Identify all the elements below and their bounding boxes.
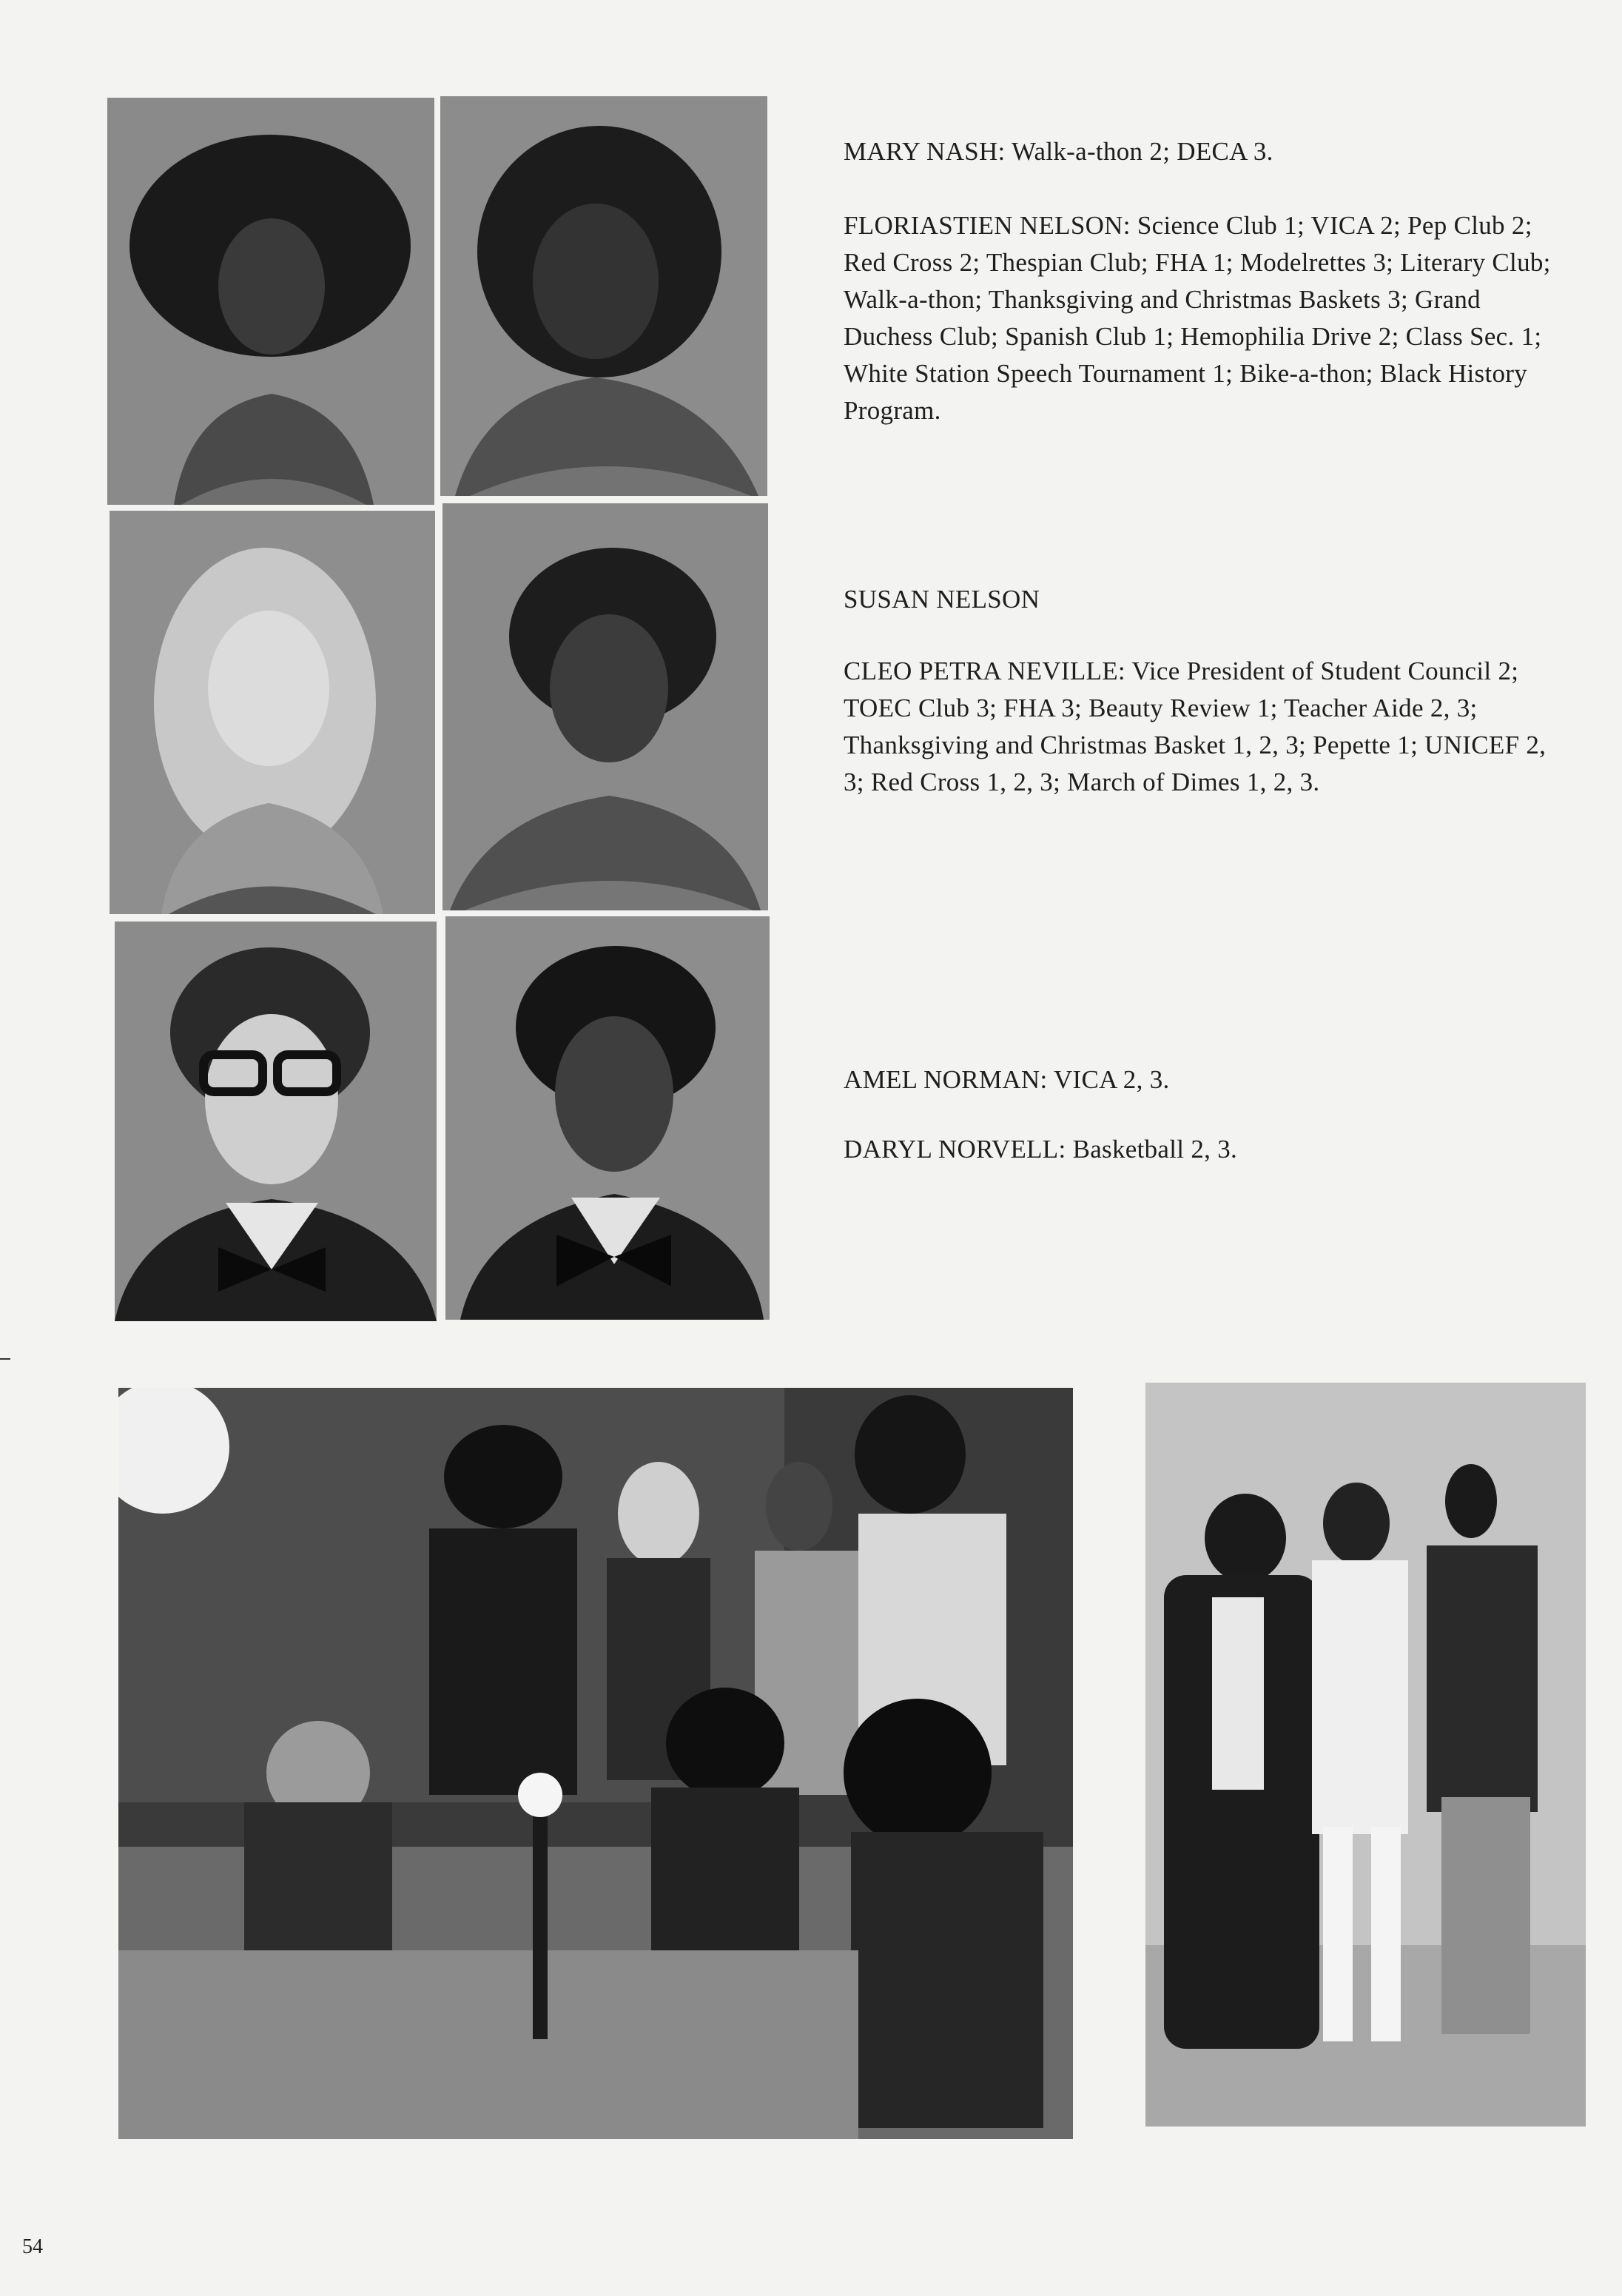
portrait-floriastien-nelson bbox=[440, 96, 767, 496]
bio-activities: Basketball 2, 3. bbox=[1072, 1135, 1238, 1164]
portrait-mary-nash bbox=[107, 98, 434, 505]
bio-mary-nash: MARY NASH: Walk-a-thon 2; DECA 3. bbox=[844, 137, 1273, 166]
bio-name: MARY NASH bbox=[844, 137, 998, 166]
portrait-daryl-norvell bbox=[445, 916, 770, 1320]
bio-name: DARYL NORVELL bbox=[844, 1135, 1059, 1164]
bio-activities: Vice President of Student Council 2; TOEC Club 3; FHA 3; Beauty Review 1; Teacher Aide 2, 3; Thanksgiving and Christmas Basket 1, 2, 3; Pepette 1; UNICEF 2, 3; Red Cross 1, 2, 3; March of Dimes 1, 2, 3. bbox=[844, 657, 1547, 796]
bio-susan-nelson bbox=[844, 581, 1569, 618]
bio-activities: Walk-a-thon 2; DECA 3. bbox=[1011, 137, 1273, 166]
bio-amel-norman: AMEL NORMAN: VICA 2, 3. bbox=[844, 1065, 1170, 1094]
edge-mark bbox=[0, 1358, 10, 1360]
group-photo-classroom bbox=[118, 1388, 1073, 2139]
bio-name: AMEL NORMAN bbox=[844, 1065, 1040, 1094]
portrait-susan-nelson bbox=[110, 511, 435, 914]
bio-cleo-petra-neville: CLEO PETRA NEVILLE: Vice President of Student Council 2; TOEC Club 3; FHA 3; Beauty Review 1; Teacher Aide 2, 3; Thanksgiving and Christmas Basket 1, 2, 3; Pepette 1; UNICEF 2, 3; Red Cross 1, 2, 3; March of Dimes 1, 2, 3. bbox=[844, 657, 1547, 796]
trio-photo-gym bbox=[1145, 1383, 1586, 2127]
portrait-cleo-petra-neville bbox=[442, 503, 768, 910]
bio-activities: Science Club 1; VICA 2; Pep Club 2; Red Cross 2; Thespian Club; FHA 1; Modelrettes 3; Literary Club; Walk-a-thon; Thanksgiving and Christmas Baskets 3; Grand Duchess Club; Spanish Club 1; Hemophilia Drive 2; Class Sec. 1; White Station Speech Tournament 1; Bike-a-thon; Black History Program. bbox=[844, 211, 1551, 425]
bio-name: CLEO PETRA NEVILLE bbox=[844, 657, 1118, 685]
bio-daryl-norvell: DARYL NORVELL: Basketball 2, 3. bbox=[844, 1135, 1238, 1164]
bio-floriastien-nelson: FLORIASTIEN NELSON: Science Club 1; VICA 2; Pep Club 2; Red Cross 2; Thespian Club; FHA 1; Modelrettes 3; Literary Club; Walk-a-thon; Thanksgiving and Christmas Baskets 3; Grand Duchess Club; Spanish Club 1; Hemophilia Drive 2; Class Sec. 1; White Station Speech Tournament 1; Bike-a-thon; Black History Program. bbox=[844, 211, 1551, 425]
page-number: 54 bbox=[22, 2235, 43, 2258]
portrait-amel-norman bbox=[115, 922, 437, 1321]
bio-activities: VICA 2, 3. bbox=[1053, 1065, 1170, 1094]
bio-name: SUSAN NELSON bbox=[844, 585, 1040, 614]
bio-name: FLORIASTIEN NELSON bbox=[844, 211, 1123, 240]
